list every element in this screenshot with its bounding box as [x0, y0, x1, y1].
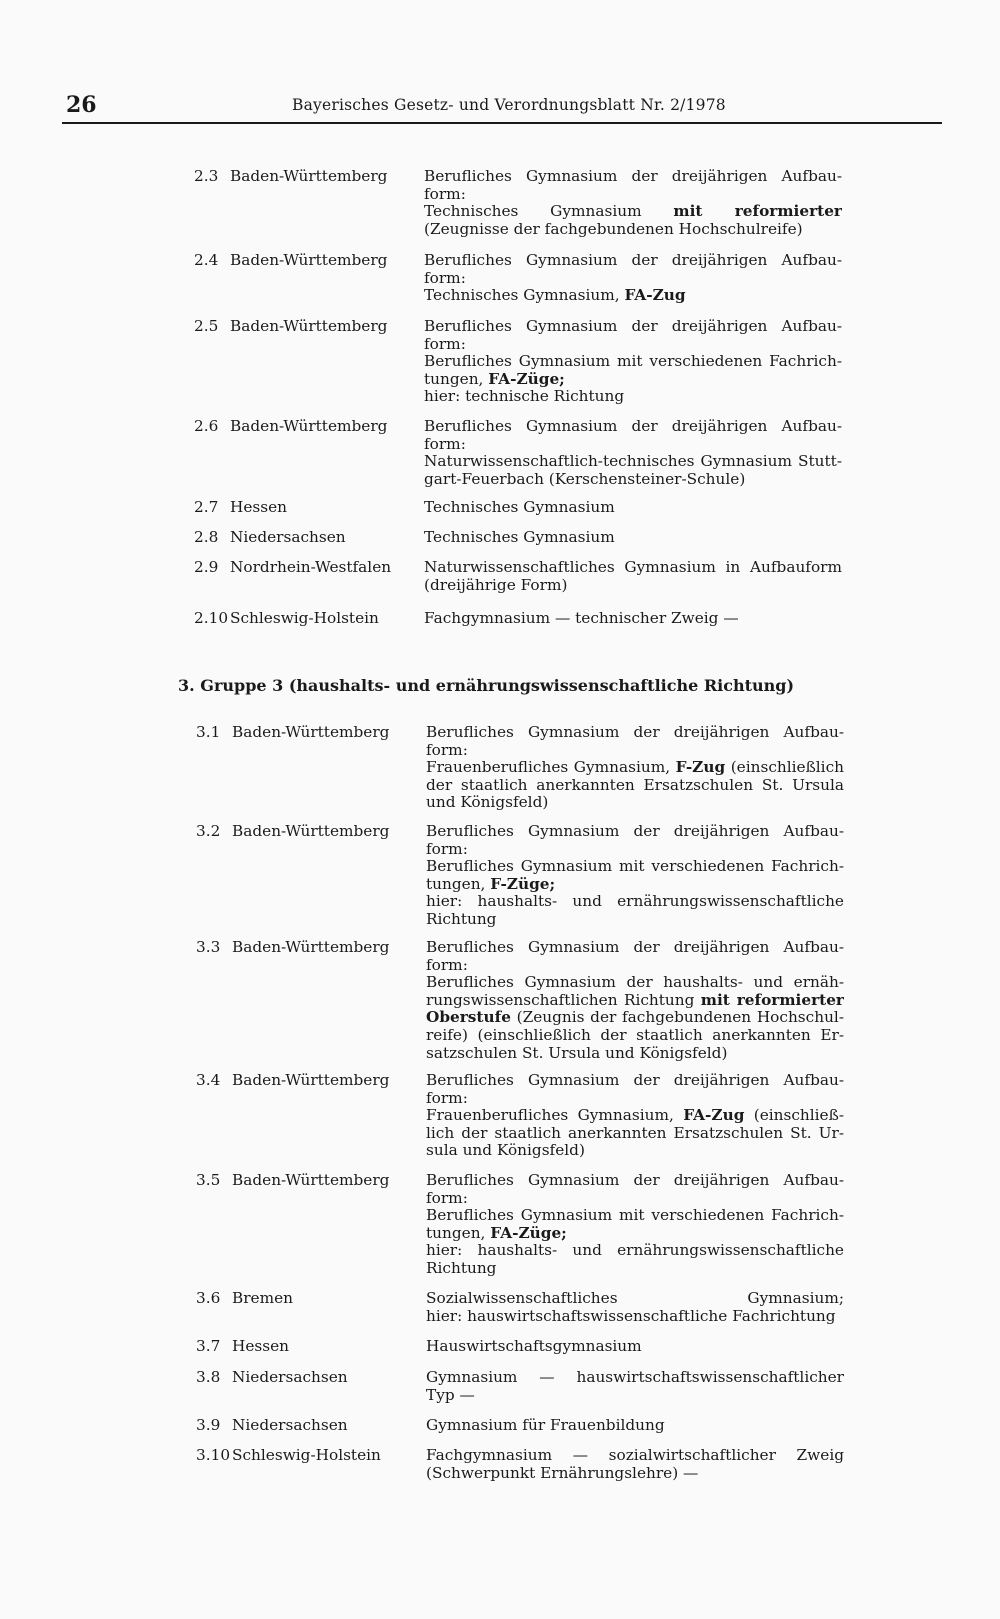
- description-line: [424, 471, 842, 489]
- entry-number: 3.8: [196, 1368, 221, 1386]
- text-run: Gymnasium für Frauenbildung: [426, 1416, 665, 1434]
- entry-number: 2.10: [194, 609, 229, 627]
- description-line: [426, 974, 844, 992]
- page-header: [62, 88, 942, 124]
- description-line: [424, 529, 842, 547]
- description-line: [424, 499, 842, 517]
- description-line: [424, 559, 842, 577]
- text-run: gart-Feuerbach (Kerschensteiner-Schule): [424, 469, 746, 488]
- text-run: Fachgymnasium — sozialwirtschaftlicher Zweig: [426, 1447, 844, 1464]
- description-line: [426, 724, 844, 742]
- entry-number: 3.10: [196, 1446, 231, 1464]
- entry-description: [424, 529, 842, 547]
- description-line: [426, 876, 844, 894]
- entry-description: [426, 1172, 844, 1278]
- text-run: (Schwerpunkt Ernährungslehre) —: [426, 1463, 699, 1482]
- text-run: Richtung: [426, 1258, 497, 1277]
- description-line: [426, 1447, 844, 1465]
- entry-number: 2.4: [194, 251, 219, 269]
- description-line: [424, 418, 842, 436]
- bold-text: FA-Züge;: [490, 1223, 567, 1242]
- description-line: [426, 1338, 844, 1356]
- text-run: (Zeugnisse der fachgebundenen Hochschulreife): [424, 219, 803, 238]
- entry-description: [424, 559, 842, 594]
- text-run: form:: [426, 1188, 468, 1207]
- text-run: hier: technische Richtung: [424, 387, 625, 406]
- entry-description: [426, 939, 844, 1062]
- entry-number: 2.8: [194, 528, 219, 546]
- entry-number: 2.5: [194, 317, 219, 335]
- description-line: [426, 1242, 844, 1260]
- description-line: [424, 270, 842, 288]
- description-line: [426, 1125, 844, 1143]
- entry-state: Baden-Württemberg: [232, 822, 390, 840]
- page-number: 26: [66, 92, 97, 118]
- text-run: form:: [424, 268, 466, 287]
- entry-number: 3.1: [196, 723, 221, 741]
- text-run: Berufliches Gymnasium der dreijährigen Aufbau-: [426, 939, 844, 956]
- description-line: [426, 777, 844, 795]
- description-line: [426, 1027, 844, 1045]
- entry-description: [426, 1447, 844, 1482]
- entry-description: [426, 1072, 844, 1160]
- entry-number: 2.9: [194, 558, 219, 576]
- entry-state: Nordrhein-Westfalen: [230, 558, 392, 576]
- entry-state: Baden-Württemberg: [232, 723, 390, 741]
- description-line: [424, 168, 842, 186]
- entry-number: 3.4: [196, 1071, 221, 1089]
- description-line: [424, 186, 842, 204]
- entry-description: [424, 252, 842, 305]
- entry-description: [426, 1417, 844, 1435]
- entry-number: 3.5: [196, 1171, 221, 1189]
- bold-text: Oberstufe: [426, 1009, 511, 1027]
- description-line: [426, 794, 844, 812]
- text-run: Technisches Gymnasium: [424, 498, 615, 516]
- text-run: Fachgymnasium — technischer Zweig —: [424, 609, 739, 627]
- text-run: Sozialwissenschaftliches Gymnasium;: [426, 1290, 844, 1307]
- text-run: tungen,: [426, 1223, 491, 1242]
- description-line: [424, 388, 842, 406]
- description-line: [426, 1225, 844, 1243]
- entry-state: Baden-Württemberg: [230, 317, 388, 335]
- entry-number: 3.6: [196, 1289, 221, 1307]
- description-line: [426, 939, 844, 957]
- description-line: [426, 1072, 844, 1090]
- text-run: Hauswirtschaftsgymnasium: [426, 1337, 642, 1355]
- bold-text: FA-Zug: [683, 1107, 745, 1125]
- description-line: [426, 1190, 844, 1208]
- text-run: form:: [424, 184, 466, 203]
- text-run: Berufliches Gymnasium mit verschiedenen Fachrich-: [424, 353, 842, 371]
- description-line: [426, 1290, 844, 1308]
- bold-text: mit reformierter: [673, 203, 842, 221]
- text-run: der staatlich anerkannten Ersatzschulen St. Ursula: [426, 776, 844, 794]
- description-line: [426, 1045, 844, 1063]
- description-line: [426, 1417, 844, 1435]
- description-line: [426, 1369, 844, 1387]
- text-run: Berufliches Gymnasium der dreijährigen Aufbau-: [426, 823, 844, 840]
- entry-number: 3.3: [196, 938, 221, 956]
- text-run: Berufliches Gymnasium der dreijährigen Aufbau-: [426, 1172, 844, 1189]
- text-run: hier: haushalts- und ernährungswissenschaftliche: [426, 1242, 844, 1260]
- text-run: Berufliches Gymnasium mit verschiedenen Fachrich-: [426, 1207, 844, 1225]
- text-run: Berufliches Gymnasium mit verschiedenen Fachrich-: [426, 858, 844, 876]
- entry-state: Schleswig-Holstein: [232, 1446, 381, 1464]
- bold-text: mit reformierter: [700, 991, 844, 1009]
- text-run: satzschulen St. Ursula und Königsfeld): [426, 1043, 728, 1062]
- entry-number: 3.2: [196, 822, 221, 840]
- entry-description: [424, 610, 842, 628]
- entry-state: Bremen: [232, 1289, 294, 1307]
- description-line: [426, 858, 844, 876]
- description-line: [424, 577, 842, 595]
- text-run: sula und Königsfeld): [426, 1141, 585, 1160]
- text-run: Richtung: [426, 909, 497, 928]
- entry-description: [426, 1290, 844, 1325]
- entry-description: [424, 499, 842, 517]
- description-line: [426, 957, 844, 975]
- description-line: [426, 1172, 844, 1190]
- entry-state: Baden-Württemberg: [230, 417, 388, 435]
- group-3-heading-text: Gruppe 3 (haushalts- und ernährungswissenschaftliche Richtung): [200, 676, 795, 695]
- text-run: (dreijährige Form): [424, 575, 568, 594]
- description-line: [426, 911, 844, 929]
- text-run: Technisches Gymnasium: [424, 203, 674, 221]
- description-line: [426, 1260, 844, 1278]
- bold-text: FA-Züge;: [488, 369, 565, 388]
- entry-state: Baden-Württemberg: [232, 1171, 390, 1189]
- entry-description: [426, 724, 844, 812]
- text-run: tungen,: [426, 874, 491, 893]
- text-run: form:: [426, 1088, 468, 1107]
- entry-number: 3.7: [196, 1337, 221, 1355]
- text-run: hier: haushalts- und ernährungswissenschaftliche: [426, 893, 844, 911]
- description-line: [424, 252, 842, 270]
- text-run: Berufliches Gymnasium der dreijährigen Aufbau-: [424, 168, 842, 185]
- group-3-heading-number: 3.: [178, 676, 201, 695]
- entry-state: Hessen: [230, 498, 287, 516]
- description-line: [424, 353, 842, 371]
- text-run: hier: hauswirtschaftswissenschaftliche Fachrichtung: [426, 1306, 836, 1325]
- text-run: Frauenberufliches Gymnasium,: [426, 1107, 684, 1125]
- entry-description: [424, 168, 842, 238]
- description-line: [424, 371, 842, 389]
- description-line: [426, 823, 844, 841]
- entry-number: 2.6: [194, 417, 219, 435]
- description-line: [426, 1142, 844, 1160]
- text-run: Berufliches Gymnasium der haushalts- und ernäh-: [426, 974, 844, 992]
- description-line: [424, 221, 842, 239]
- entry-state: Baden-Württemberg: [230, 167, 388, 185]
- text-run: Berufliches Gymnasium der dreijährigen Aufbau-: [424, 252, 842, 269]
- text-run: Berufliches Gymnasium der dreijährigen Aufbau-: [426, 724, 844, 741]
- text-run: rungswissenschaftlichen Richtung: [426, 991, 701, 1009]
- entry-state: Baden-Württemberg: [232, 1071, 390, 1089]
- entry-description: [424, 318, 842, 406]
- description-line: [424, 287, 842, 305]
- text-run: Technisches Gymnasium: [424, 528, 615, 546]
- entry-state: Schleswig-Holstein: [230, 609, 379, 627]
- text-run: (einschließlich: [725, 759, 844, 777]
- text-run: form:: [424, 434, 466, 453]
- text-run: form:: [424, 334, 466, 353]
- description-line: [424, 318, 842, 336]
- entry-number: 2.7: [194, 498, 219, 516]
- description-line: [424, 453, 842, 471]
- text-run: und Königsfeld): [426, 793, 549, 812]
- text-run: Berufliches Gymnasium der dreijährigen Aufbau-: [426, 1072, 844, 1089]
- description-line: [424, 436, 842, 454]
- text-run: Berufliches Gymnasium der dreijährigen Aufbau-: [424, 318, 842, 335]
- text-run: (einschließ-: [744, 1107, 844, 1125]
- text-run: tungen,: [424, 369, 489, 388]
- entry-description: [426, 823, 844, 929]
- description-line: [426, 759, 844, 777]
- description-line: [426, 1207, 844, 1225]
- description-line: [426, 1308, 844, 1326]
- running-title: Bayerisches Gesetz- und Verordnungsblatt Nr. 2/1978: [292, 96, 726, 114]
- bold-text: F-Zug: [675, 759, 726, 777]
- entry-state: Niedersachsen: [230, 528, 346, 546]
- text-run: form:: [426, 740, 468, 759]
- description-line: [424, 610, 842, 628]
- text-run: form:: [426, 839, 468, 858]
- entry-state: Baden-Württemberg: [232, 938, 390, 956]
- entry-state: Baden-Württemberg: [230, 251, 388, 269]
- description-line: [426, 1107, 844, 1125]
- text-run: reife) (einschließlich der staatlich anerkannten Er-: [426, 1026, 844, 1044]
- group-3-heading: [178, 676, 794, 695]
- text-run: Gymnasium — hauswirtschaftswissenschaftlicher: [426, 1369, 844, 1386]
- text-run: Naturwissenschaftliches Gymnasium in Aufbauform: [424, 559, 842, 576]
- description-line: [426, 893, 844, 911]
- description-line: [426, 1465, 844, 1483]
- description-line: [424, 203, 842, 221]
- description-line: [426, 1387, 844, 1405]
- description-line: [426, 1009, 844, 1027]
- text-run: Technisches Gymnasium,: [424, 286, 625, 305]
- text-run: lich der staatlich anerkannten Ersatzschulen St. Ur-: [426, 1124, 844, 1142]
- entry-number: 3.9: [196, 1416, 221, 1434]
- text-run: form:: [426, 955, 468, 974]
- entry-number: 2.3: [194, 167, 219, 185]
- text-run: Berufliches Gymnasium der dreijährigen Aufbau-: [424, 418, 842, 435]
- entry-state: Hessen: [232, 1337, 289, 1355]
- entry-description: [426, 1338, 844, 1356]
- bold-text: F-Züge;: [490, 874, 556, 893]
- text-run: Frauenberufliches Gymnasium,: [426, 759, 676, 777]
- entry-state: Niedersachsen: [232, 1416, 348, 1434]
- entry-description: [424, 418, 842, 488]
- description-line: [426, 992, 844, 1010]
- bold-text: FA-Zug: [624, 286, 686, 305]
- text-run: Typ —: [426, 1385, 475, 1404]
- text-run: (Zeugnis der fachgebundenen Hochschul-: [510, 1009, 844, 1027]
- description-line: [426, 742, 844, 760]
- description-line: [426, 1090, 844, 1108]
- description-line: [424, 336, 842, 354]
- entry-state: Niedersachsen: [232, 1368, 348, 1386]
- description-line: [426, 841, 844, 859]
- text-run: Naturwissenschaftlich-technisches Gymnasium Stutt-: [424, 453, 842, 471]
- entry-description: [426, 1369, 844, 1404]
